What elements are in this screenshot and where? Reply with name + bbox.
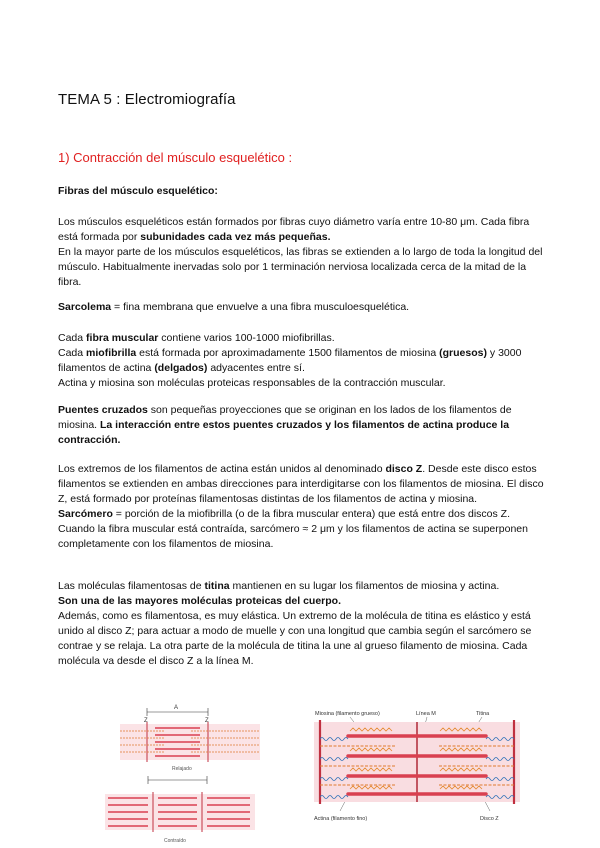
paragraph-fibers-line2: En la mayor parte de los músculos esqueléticos, las fibras se extienden a lo largo de toda la longitud del músculo. Habitualmente inervadas solo por 1 terminación nerviosa localizada cerca de la mitad de la fibra. [58,246,543,288]
label-z2: Z [205,718,209,724]
label-a: A [174,705,179,711]
p5-line2 [58,507,544,552]
p3-a: Cada [58,332,87,344]
page-title: TEMA 5 : Electromiografía [58,91,236,108]
fibers-heading-text: Fibras del músculo esquelético: [58,185,218,197]
label-z1: Z [144,718,148,724]
p1-a: Los músculos esqueléticos están formados por fibras cuyo diámetro varía entre 10-80 μm. Cada fibra está formada por [58,216,530,243]
section-heading: 1) Contracción del músculo esquelético : [58,150,293,165]
p5-d: Sarcómero [58,508,113,520]
sarcomere-relaxed-contracted-figure [100,700,270,845]
p6-c: mantienen en su lugar los filamentos de miosina y actina. [229,580,500,592]
p3-c: contiene varios 100-1000 miofibrillas. [158,332,335,344]
p3-j: adyacentes entre sí. [207,362,305,374]
titin-sarcomere-figure [310,706,525,834]
p3-d: Cada [58,347,87,359]
paragraph-myofibrils [58,331,544,391]
label-linea-m: Línea M [416,711,436,717]
paragraph-fibers [58,215,544,290]
p3-h: y 3000 filamentos de actina [58,347,522,374]
p4-b: son pequeñas proyecciones que se originan en los lados de los filamentos de miosina. [58,404,512,431]
p3-i: (delgados) [154,362,208,374]
label-miosina: Miosina (filamento grueso) [315,711,380,717]
p6-line1 [58,579,544,594]
paragraph-sarcolema [58,300,544,315]
p3-line2 [58,346,544,376]
p3-f: está formada por aproximadamente 1500 filamentos de miosina [136,347,440,359]
label-relajado: Relajado [172,766,192,772]
p3-line3: Actina y miosina son moléculas proteicas responsables de la contracción muscular. [58,377,446,389]
contracted-sarcomere [105,792,255,832]
p6-line3: Además, como es filamentosa, es muy elástica. Un extremo de la molécula de titina es elástico y está unido al disco Z; para actuar a modo de muelle y con una longitud que cambia según el sarcómero se contrae y se relaja. La otra parte de la molécula de titina la une al grueso filamento de miosina. Cada molécula va desde el disco Z a la línea M. [58,610,532,667]
label-contraido: Contraído [164,838,186,844]
p6-d: Son una de las mayores moléculas proteicas del cuerpo. [58,595,342,607]
p4-c: La interacción entre estos puentes cruzados y los filamentos de actina produce la contracción. [58,419,510,446]
p4-a: Puentes cruzados [58,404,148,416]
p3-line1 [58,331,544,346]
p2-line [58,300,544,315]
p6-a: Las moléculas filamentosas de [58,580,205,592]
label-titina: Titina [476,711,490,717]
fibers-heading [58,184,544,199]
p5-line1 [58,462,544,507]
paragraph-fibers-line1 [58,215,544,245]
paragraph-crossbridges [58,403,544,448]
p5-c: . Desde este disco estos filamentos se extienden en ambas direcciones para interdigitarse con los filamentos de miosina. El disco Z, está formado por proteínas filamentosas distintas de los filamentos de actina y miosina. [58,463,544,505]
label-disco-z: Disco Z [480,816,499,822]
paragraph-z-disc [58,462,544,552]
p3-g: (gruesos) [439,347,487,359]
p3-e: miofibrilla [86,347,137,359]
p2-a: Sarcolema [58,301,112,313]
p2-b: = fina membrana que envuelve a una fibra musculoesquelética. [111,301,410,313]
p6-b: titina [204,580,230,592]
p5-e: = porción de la miofibrilla (o de la fibra muscular entera) que está entre dos discos Z. Cuando la fibra muscular está contraída, sarcómero ≈ 2 μm y los filamentos de actina se superponen completamente con los filamentos de miosina. [58,508,528,550]
label-actina: Actina (filamento fino) [314,816,368,822]
p5-b: disco Z [385,463,423,475]
p5-a: Los extremos de los filamentos de actina están unidos al denominado [58,463,386,475]
relaxed-sarcomere [120,722,260,762]
p6-line2 [58,594,544,609]
paragraph-titin [58,579,544,669]
p4-line [58,403,544,448]
p3-b: fibra muscular [86,332,159,344]
p1-b: subunidades cada vez más pequeñas. [140,231,331,243]
